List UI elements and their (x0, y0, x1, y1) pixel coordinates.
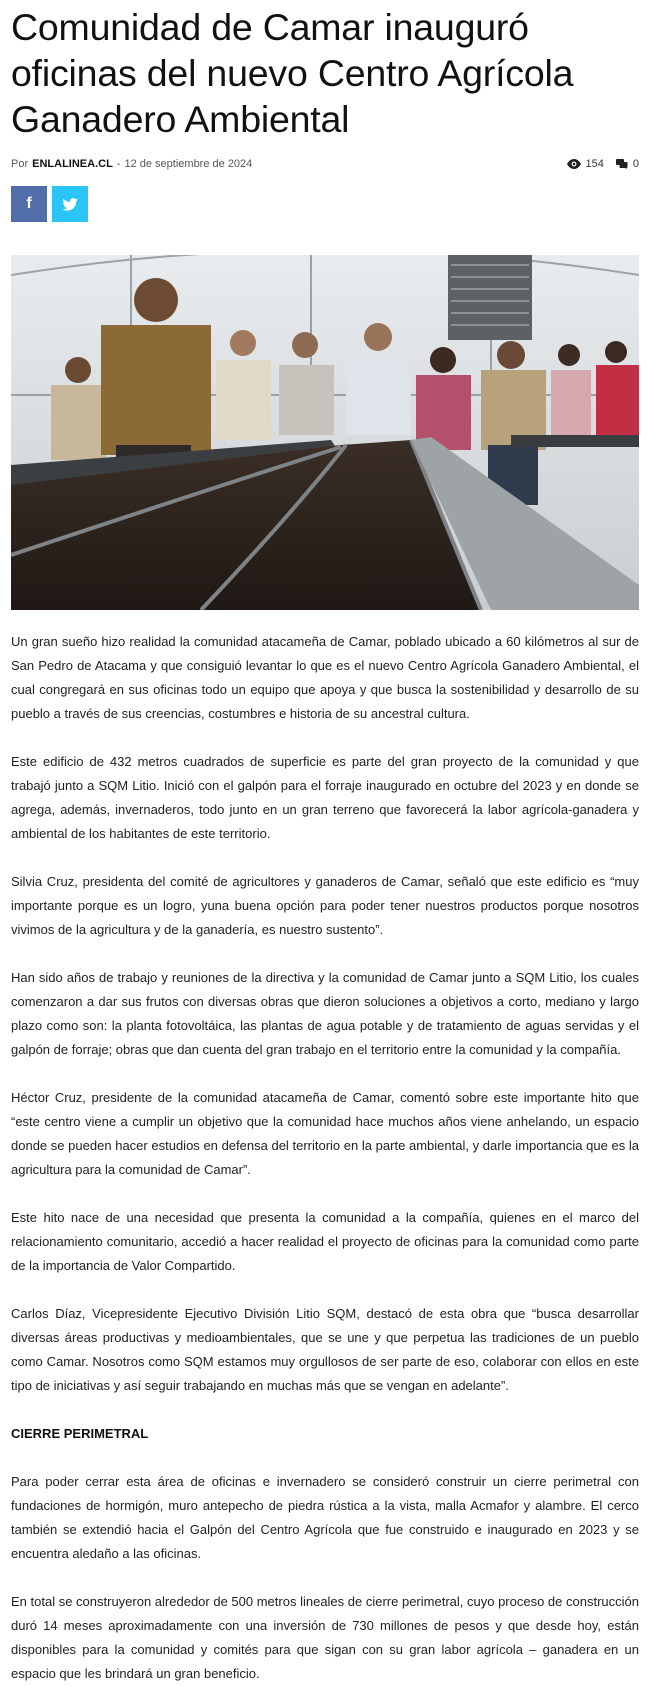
article-meta (11, 156, 639, 172)
article-paragraph: Un gran sueño hizo realidad la comunidad atacameña de Camar, poblado ubicado a 60 kilómetros al sur de San Pedro de Atacama y que consiguió levantar lo que es el nuevo Centro Agrícola Ganadero Ambiental, el cual congregará en sus oficinas todo un equipo que apoya y que busca la sostenibilidad y desarrollo de su pueblo a través de sus creencias, costumbres e historia de su ancestral cultura. (11, 634, 639, 721)
article-paragraph: Carlos Díaz, Vicepresidente Ejecutivo División Litio SQM, destacó de esta obra que “busca desarrollar diversas áreas productivas y medioambientales, que se une y que perpetua las tradiciones de un pueblo como Camar. Nosotros como SQM estamos muy orgullosos de ser parte de eso, colaborar con ellos en este tipo de iniciativas y así seguir trabajando en muchas más que se vengan en adelante”. (11, 1306, 639, 1393)
comments-count: 0 (632, 158, 639, 170)
facebook-share-button[interactable] (11, 186, 47, 222)
meta-separator: - (116, 158, 121, 170)
article-paragraph: Silvia Cruz, presidenta del comité de agricultores y ganaderos de Camar, señaló que este edificio es “muy importante porque es un logro, yuna buena opción para poder tener nuestros productos porque nosotros vivimos de la agricultura y de la ganadería, es nuestro sustento”. (11, 874, 639, 937)
publish-date: 12 de septiembre de 2024 (124, 158, 253, 170)
article-paragraph: Este edificio de 432 metros cuadrados de superficie es parte del gran proyecto de la comunidad y que trabajó junto a SQM Litio. Inició con el galpón para el forraje inaugurado en octubre del 2023 y en donde se agrega, además, invernaderos, todo junto en un gran terreno que favorecerá la labor agrícola-ganadera y ambiental de los habitantes de este territorio. (11, 754, 639, 841)
comment-bubble-icon (616, 159, 628, 169)
article-body (11, 630, 639, 1686)
article-paragraph: En total se construyeron alrededor de 500 metros lineales de cierre perimetral, cuyo proceso de construcción duró 14 meses aproximadamente con una inversión de 730 millones de pesos y que desde hoy, están disponibles para la comunidad y comités para que sigan con su gran labor agrícola – ganadera en un espacio que les brindará un gran beneficio. (11, 1594, 639, 1681)
article-photo (11, 255, 639, 610)
article-title: Comunidad de Camar inauguró oficinas del nuevo Centro Agrícola Ganadero Ambiental (11, 6, 574, 140)
author-link[interactable]: ENLALINEA.CL (32, 158, 113, 170)
eye-icon (567, 159, 581, 169)
byline (11, 158, 252, 170)
facebook-icon: f (26, 195, 32, 212)
article-paragraph: Héctor Cruz, presidente de la comunidad atacameña de Camar, comentó sobre este importante hito que “este centro viene a cumplir un objetivo que la comunidad hace muchos años viene anhelando, un espacio donde se pueden hacer estudios en defensa del territorio en la parte ambiental, y darle importancia que es la agricultura para la comunidad de Camar”. (11, 1090, 639, 1177)
article-paragraph: Este hito nace de una necesidad que presenta la comunidad a la compañía, quienes en el marco del relacionamiento comunitario, accedió a hacer realidad el proyecto de oficinas para la comunidad como parte de la importancia de Valor Compartido. (11, 1210, 639, 1273)
post-stats (567, 158, 639, 170)
article-paragraph: Han sido años de trabajo y reuniones de la directiva y la comunidad de Camar junto a SQM Litio, los cuales comenzaron a dar sus frutos con diversas obras que dieron soluciones a objetivos a corto, mediano y largo plazo como son: la planta fotovoltáica, las plantas de agua potable y de tratamiento de aguas servidas y el galpón de forraje; obras que dan cuenta del gran trabajo en el territorio entre la comunidad y la compañía. (11, 970, 639, 1057)
twitter-share-button[interactable] (52, 186, 88, 222)
comments-stat[interactable] (616, 158, 639, 170)
views-count: 154 (585, 158, 604, 170)
share-buttons (11, 186, 639, 222)
section-subheading: CIERRE PERIMETRAL (11, 1426, 149, 1441)
article-paragraph: Para poder cerrar esta área de oficinas e invernadero se consideró construir un cierre perimetral con fundaciones de hormigón, muro antepecho de piedra rústica a la vista, malla Acmafor y alambre. El cerco también se extendió hacia el Galpón del Centro Agrícola que fue construido e inaugurado en 2023 y se encuentra aledaño a las oficinas. (11, 1474, 639, 1561)
twitter-bird-icon (62, 198, 78, 211)
views-stat (567, 158, 604, 170)
by-label: Por (11, 158, 29, 170)
